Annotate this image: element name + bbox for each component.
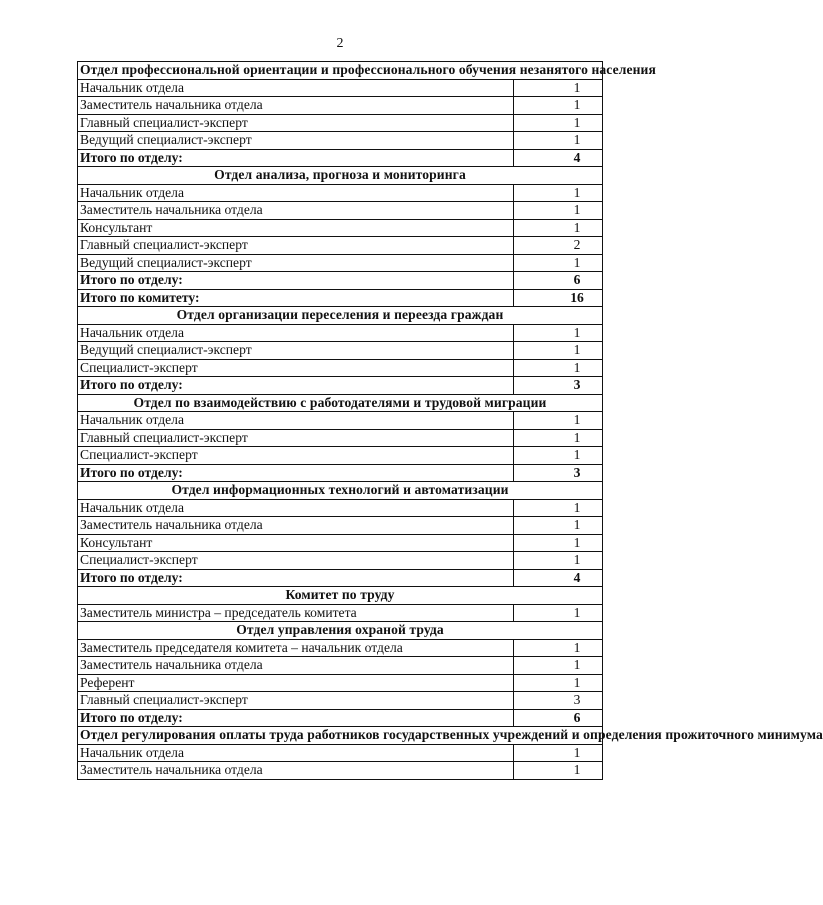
position-count: 1	[514, 639, 603, 657]
total-label: Итого по отделу:	[78, 377, 514, 395]
position-row	[78, 534, 603, 552]
position-count: 1	[514, 517, 603, 535]
total-count: 16	[514, 289, 603, 307]
position-row	[78, 342, 603, 360]
position-count: 1	[514, 254, 603, 272]
total-row	[78, 709, 603, 727]
position-count: 1	[514, 79, 603, 97]
position-title: Ведущий специалист-эксперт	[78, 254, 514, 272]
position-row	[78, 744, 603, 762]
department-header-row	[78, 394, 603, 412]
department-header-row	[78, 62, 603, 80]
position-title: Начальник отдела	[78, 744, 514, 762]
total-label: Итого по отделу:	[78, 569, 514, 587]
position-title: Заместитель министра – председатель комитета	[78, 604, 514, 622]
position-row	[78, 499, 603, 517]
position-row	[78, 692, 603, 710]
total-label: Итого по отделу:	[78, 709, 514, 727]
total-label: Итого по комитету:	[78, 289, 514, 307]
department-name: Комитет по труду	[78, 587, 603, 605]
position-count: 1	[514, 184, 603, 202]
position-title: Специалист-эксперт	[78, 447, 514, 465]
position-count: 1	[514, 324, 603, 342]
position-row	[78, 324, 603, 342]
position-count: 1	[514, 552, 603, 570]
position-row	[78, 639, 603, 657]
total-row	[78, 272, 603, 290]
total-label: Итого по отделу:	[78, 464, 514, 482]
department-header-row	[78, 307, 603, 325]
staff-table	[77, 61, 823, 780]
position-count: 1	[514, 762, 603, 780]
position-title: Заместитель председателя комитета – начальник отдела	[78, 639, 514, 657]
position-count: 1	[514, 657, 603, 675]
department-header-row	[78, 727, 603, 745]
position-title: Начальник отдела	[78, 499, 514, 517]
position-count: 1	[514, 202, 603, 220]
position-row	[78, 97, 603, 115]
position-title: Начальник отдела	[78, 324, 514, 342]
position-count: 1	[514, 219, 603, 237]
position-row	[78, 254, 603, 272]
position-row	[78, 237, 603, 255]
position-title: Главный специалист-эксперт	[78, 237, 514, 255]
position-count: 1	[514, 744, 603, 762]
total-count: 3	[514, 377, 603, 395]
position-row	[78, 114, 603, 132]
position-title: Консультант	[78, 534, 514, 552]
position-count: 1	[514, 674, 603, 692]
position-row	[78, 447, 603, 465]
position-title: Специалист-эксперт	[78, 359, 514, 377]
position-count: 1	[514, 342, 603, 360]
position-row	[78, 184, 603, 202]
position-row	[78, 412, 603, 430]
department-name: Отдел информационных технологий и автоматизации	[78, 482, 603, 500]
position-row	[78, 657, 603, 675]
department-header-row	[78, 167, 603, 185]
position-title: Ведущий специалист-эксперт	[78, 132, 514, 150]
page-number: 2	[336, 36, 344, 51]
department-name: Отдел профессиональной ориентации и профессионального обучения незанятого населения	[78, 62, 603, 80]
department-name: Отдел организации переселения и переезда граждан	[78, 307, 603, 325]
position-row	[78, 219, 603, 237]
position-title: Заместитель начальника отдела	[78, 762, 514, 780]
position-title: Ведущий специалист-эксперт	[78, 342, 514, 360]
position-title: Главный специалист-эксперт	[78, 114, 514, 132]
position-count: 1	[514, 412, 603, 430]
position-row	[78, 517, 603, 535]
total-row	[78, 149, 603, 167]
total-count: 3	[514, 464, 603, 482]
position-title: Заместитель начальника отдела	[78, 97, 514, 115]
position-count: 1	[514, 499, 603, 517]
position-title: Специалист-эксперт	[78, 552, 514, 570]
position-count: 1	[514, 534, 603, 552]
department-header-row	[78, 622, 603, 640]
position-title: Заместитель начальника отдела	[78, 202, 514, 220]
position-title: Заместитель начальника отдела	[78, 657, 514, 675]
total-row	[78, 569, 603, 587]
position-title: Заместитель начальника отдела	[78, 517, 514, 535]
position-row	[78, 762, 603, 780]
staff-table-body	[78, 62, 823, 780]
position-count: 1	[514, 429, 603, 447]
position-count: 1	[514, 97, 603, 115]
department-name: Отдел управления охраной труда	[78, 622, 603, 640]
total-count: 6	[514, 272, 603, 290]
position-title: Начальник отдела	[78, 79, 514, 97]
position-count: 1	[514, 359, 603, 377]
position-count: 1	[514, 604, 603, 622]
department-header-row	[78, 587, 603, 605]
position-row	[78, 674, 603, 692]
position-count: 3	[514, 692, 603, 710]
position-row	[78, 79, 603, 97]
total-count: 4	[514, 569, 603, 587]
total-row	[78, 377, 603, 395]
position-title: Главный специалист-эксперт	[78, 692, 514, 710]
position-title: Начальник отдела	[78, 184, 514, 202]
total-label: Итого по отделу:	[78, 272, 514, 290]
position-count: 2	[514, 237, 603, 255]
position-title: Консультант	[78, 219, 514, 237]
total-row	[78, 289, 603, 307]
position-row	[78, 132, 603, 150]
position-row	[78, 359, 603, 377]
position-title: Главный специалист-эксперт	[78, 429, 514, 447]
total-label: Итого по отделу:	[78, 149, 514, 167]
position-count: 1	[514, 114, 603, 132]
position-row	[78, 604, 603, 622]
department-header-row	[78, 482, 603, 500]
department-name: Отдел регулирования оплаты труда работников государственных учреждений и определения прожиточного минимума	[78, 727, 603, 745]
department-name: Отдел анализа, прогноза и мониторинга	[78, 167, 603, 185]
position-row	[78, 552, 603, 570]
position-count: 1	[514, 447, 603, 465]
position-count: 1	[514, 132, 603, 150]
department-name: Отдел по взаимодействию с работодателями и трудовой миграции	[78, 394, 603, 412]
total-row	[78, 464, 603, 482]
position-row	[78, 429, 603, 447]
position-title: Начальник отдела	[78, 412, 514, 430]
total-count: 4	[514, 149, 603, 167]
total-count: 6	[514, 709, 603, 727]
position-row	[78, 202, 603, 220]
position-title: Референт	[78, 674, 514, 692]
